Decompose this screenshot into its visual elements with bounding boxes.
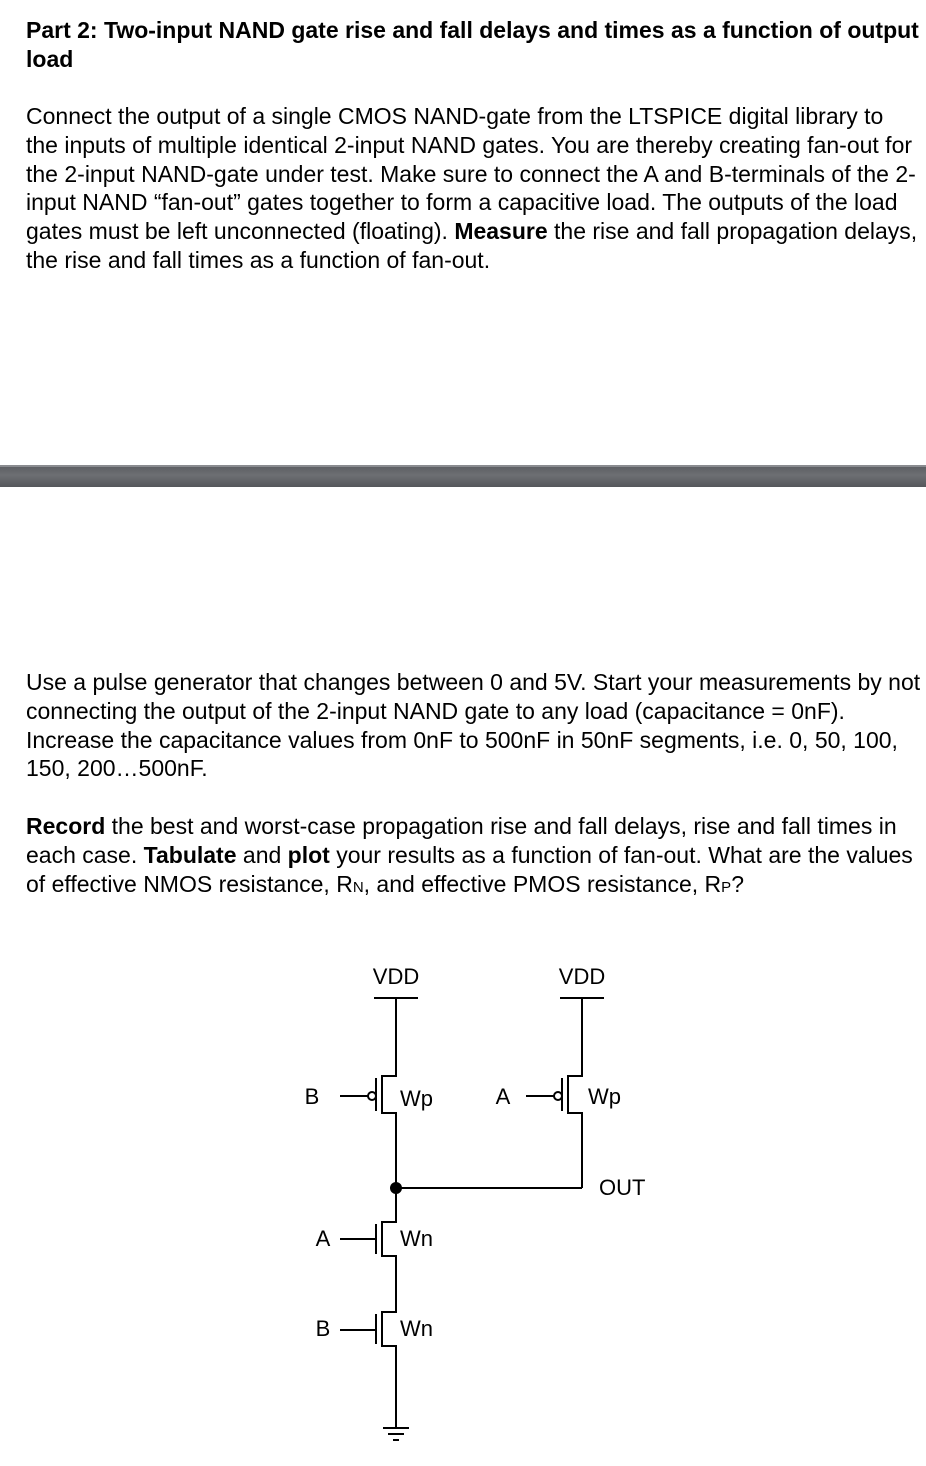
pmos-left-width-label: Wp bbox=[400, 1086, 433, 1111]
subscript-p: P bbox=[721, 878, 732, 896]
pmos-left-gate-label: B bbox=[304, 1084, 320, 1109]
p1-text-b: the rise and fall propagation delays, the rise and fall times as a function of fan-out. bbox=[26, 218, 918, 273]
instructions-paragraph-1 bbox=[26, 102, 921, 275]
ground-symbol bbox=[383, 1428, 409, 1440]
pmos-right-transistor bbox=[526, 998, 582, 1188]
instructions-paragraph-3 bbox=[26, 812, 921, 902]
pmos-left-transistor bbox=[340, 998, 396, 1188]
vdd-left-label: VDD bbox=[372, 964, 420, 989]
section-heading: Part 2: Two-input NAND gate rise and fall delays and times as a function of output load bbox=[26, 17, 919, 72]
p1-text-a: Connect the output of a single CMOS NAND-gate from the LTSPICE digital library to the inputs of multiple identical 2-input NAND gates. You are thereby creating fan-out for the 2-input NAND-gate under test. Make sure to connect the A and B-terminals of the 2-input NAND “fan-out” gates together to form a capacitive load. The outputs of the load gates must be left unconnected (floating). bbox=[26, 103, 916, 245]
p3-text-c: , and effective PMOS resistance, R bbox=[363, 870, 722, 897]
output-junction-dot bbox=[390, 1182, 402, 1194]
pmos-right-gate-label: A bbox=[495, 1084, 511, 1109]
p3-bold-plot: plot bbox=[287, 841, 330, 868]
nmos-bottom-width-label: Wn bbox=[400, 1316, 433, 1341]
nmos-top-transistor bbox=[340, 1188, 396, 1310]
p3-bold-tabulate: Tabulate bbox=[143, 841, 237, 868]
nmos-bottom-transistor bbox=[340, 1310, 396, 1428]
p1-bold-measure: Measure bbox=[454, 218, 548, 245]
vdd-right-label: VDD bbox=[558, 964, 606, 989]
section-divider-bar bbox=[0, 465, 926, 487]
instructions-paragraph-2: Use a pulse generator that changes between 0 and 5V. Start your measurements by not connecting the output of the 2-input NAND gate to any load (capacitance = 0nF). Increase the capacitance values from 0nF to 500nF in 50nF segments, i.e. 0, 50, 100, 150, 200…500nF. bbox=[26, 669, 921, 782]
pmos-right-width-label: Wp bbox=[588, 1084, 621, 1109]
p3-bold-record: Record bbox=[26, 813, 106, 839]
output-label: OUT bbox=[599, 1175, 646, 1200]
p3-text-b: your results as a function of fan-out. What are the values of effective NMOS resistance, R bbox=[26, 841, 913, 897]
nmos-bottom-gate-label: B bbox=[315, 1316, 331, 1341]
p3-text-and: and bbox=[236, 841, 288, 868]
nmos-top-width-label: Wn bbox=[400, 1226, 433, 1251]
p3-text-a: the best and worst-case propagation rise and fall delays, rise and fall times in each case. bbox=[26, 813, 897, 868]
nmos-top-gate-label: A bbox=[315, 1226, 331, 1251]
p3-text-d: ? bbox=[731, 870, 744, 897]
nand-gate-schematic bbox=[0, 950, 926, 1466]
subscript-n: N bbox=[352, 878, 364, 896]
